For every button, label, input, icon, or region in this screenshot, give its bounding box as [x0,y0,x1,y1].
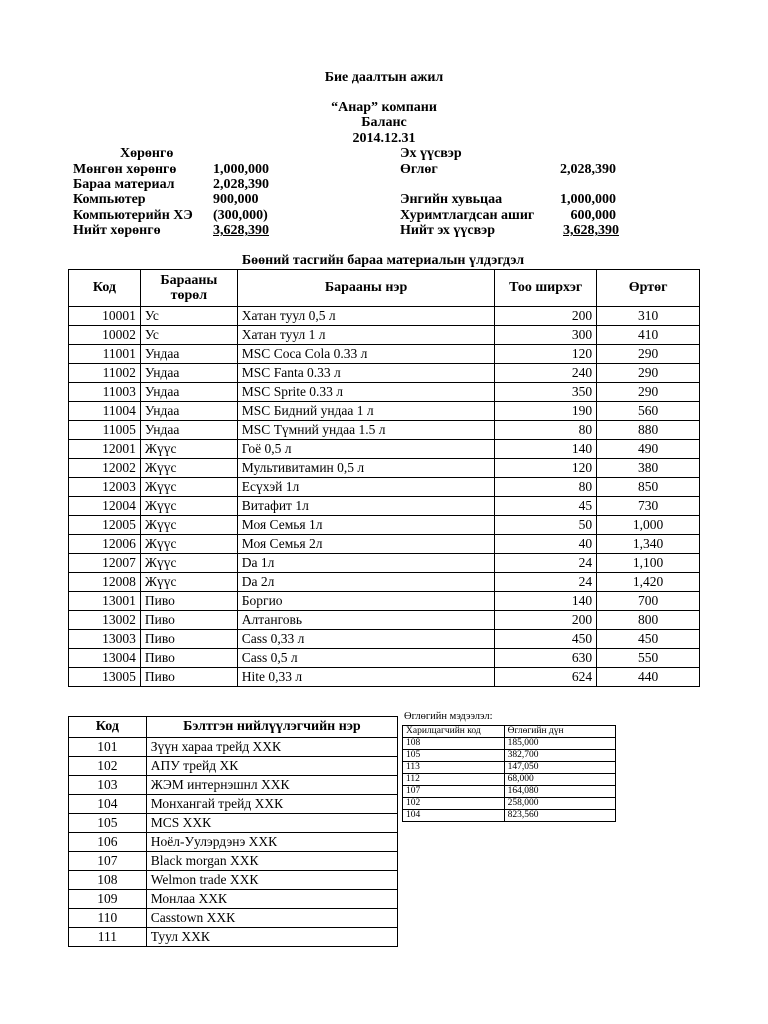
table-cell: 290 [597,364,700,383]
table-row [69,440,700,459]
table-cell: 410 [597,326,700,345]
column-header: Бэлтгэн нийлүүлэгчийн нэр [146,717,397,738]
table-cell: 380 [597,459,700,478]
table-cell: 12003 [69,478,141,497]
table-cell: АПУ трейд ХК [146,757,397,776]
table-cell: Hite 0,33 л [237,668,495,687]
receivables-body [403,738,616,822]
table-row [69,402,700,421]
table-cell: 823,560 [504,810,615,822]
table-cell: Мультивитамин 0,5 л [237,459,495,478]
table-cell: Есүхэй 1л [237,478,495,497]
asset-value: (300,000) [213,208,268,223]
table-cell: 185,000 [504,738,615,750]
table-row [403,786,616,798]
table-cell: 102 [69,757,147,776]
table-row [69,459,700,478]
table-row [69,326,700,345]
table-cell: 140 [495,592,597,611]
table-cell: Боргио [237,592,495,611]
asset-label: Компьютерийн ХЭ [73,208,193,223]
table-cell: 11001 [69,345,141,364]
table-row [69,833,398,852]
column-header: Барааны төрөл [140,270,237,307]
table-cell: 1,100 [597,554,700,573]
asset-value: 900,000 [213,192,259,207]
table-cell: 13005 [69,668,141,687]
table-cell: Da 2л [237,573,495,592]
table-cell: 13002 [69,611,141,630]
assets-total-value: 3,628,390 [213,223,269,238]
table-cell: 113 [403,762,505,774]
table-cell: ЖЭМ интернэшнл ХХК [146,776,397,795]
table-cell: Жүүс [140,554,237,573]
table-row [69,497,700,516]
table-cell: 11002 [69,364,141,383]
column-header: Код [69,270,141,307]
table-cell: 12008 [69,573,141,592]
table-cell: 104 [69,795,147,814]
table-cell: Монлаа ХХК [146,890,397,909]
liability-label: Өглөг [400,162,438,177]
table-cell: 45 [495,497,597,516]
table-cell: 104 [403,810,505,822]
table-cell: 13003 [69,630,141,649]
table-row [69,478,700,497]
table-cell: Пиво [140,592,237,611]
table-cell: 13001 [69,592,141,611]
table-row [69,592,700,611]
table-row [69,890,398,909]
table-cell: 310 [597,307,700,326]
receivables-caption: Өглөгийн мэдээлэл: [404,711,493,722]
table-cell: 108 [403,738,505,750]
table-cell: Витафит 1л [237,497,495,516]
asset-label: Бараа материал [73,177,175,192]
table-cell: 550 [597,649,700,668]
table-cell: 450 [597,630,700,649]
table-cell: Ус [140,307,237,326]
table-row [69,535,700,554]
table-cell: 200 [495,611,597,630]
table-cell: 140 [495,440,597,459]
table-row [69,649,700,668]
table-cell: 1,420 [597,573,700,592]
table-cell: MSC Sprite 0.33 л [237,383,495,402]
table-cell: Ус [140,326,237,345]
asset-label: Компьютер [73,192,146,207]
table-cell: Туул ХХК [146,928,397,947]
table-cell: 300 [495,326,597,345]
liabilities-total-label: Нийт эх үүсвэр [400,223,496,238]
table-cell: 700 [597,592,700,611]
table-cell: Жүүс [140,459,237,478]
table-cell: 112 [403,774,505,786]
statement-name: Баланс [361,115,407,130]
table-row [69,738,398,757]
table-cell: Монхангай трейд ХХК [146,795,397,814]
table-cell: 11005 [69,421,141,440]
table-cell: 50 [495,516,597,535]
assets-heading: Хөрөнгө [120,146,174,161]
column-header: Барааны нэр [237,270,495,307]
table-cell: 350 [495,383,597,402]
table-cell: Моя Семья 1л [237,516,495,535]
liability-value: 1,000,000 [560,192,616,207]
table-cell: 10001 [69,307,141,326]
table-row [69,383,700,402]
table-cell: MSC Fanta 0.33 л [237,364,495,383]
table-cell: Ундаа [140,421,237,440]
table-cell: 12002 [69,459,141,478]
table-cell: 11004 [69,402,141,421]
table-cell: Пиво [140,668,237,687]
table-row [69,554,700,573]
liabilities-heading: Эх үүсвэр [400,146,462,161]
table-cell: 40 [495,535,597,554]
table-row [69,421,700,440]
table-cell: 440 [597,668,700,687]
inventory-body [69,307,700,687]
table-cell: 200 [495,307,597,326]
column-header: Өртөг [597,270,700,307]
table-cell: 382,700 [504,750,615,762]
table-row [69,668,700,687]
table-cell: 101 [69,738,147,757]
table-row [69,814,398,833]
table-cell: 80 [495,478,597,497]
table-cell: Жүүс [140,535,237,554]
table-cell: 624 [495,668,597,687]
table-cell: MSC Coca Cola 0.33 л [237,345,495,364]
table-cell: Cass 0,5 л [237,649,495,668]
table-row [69,345,700,364]
table-row [403,738,616,750]
table-row [69,776,398,795]
table-cell: 110 [69,909,147,928]
table-cell: Жүүс [140,478,237,497]
table-cell: 120 [495,345,597,364]
table-cell: 102 [403,798,505,810]
table-cell: Алтанговь [237,611,495,630]
table-row [403,750,616,762]
table-cell: 630 [495,649,597,668]
asset-value: 1,000,000 [213,162,269,177]
table-cell: MSC Түмний ундаа 1.5 л [237,421,495,440]
company-name: “Анар” компани [331,100,437,115]
table-cell: 730 [597,497,700,516]
table-cell: Ундаа [140,364,237,383]
liability-label: Хуримтлагдсан ашиг [400,208,535,223]
table-row [69,611,700,630]
table-row [69,909,398,928]
table-cell: 164,080 [504,786,615,798]
table-cell: 12004 [69,497,141,516]
table-cell: 11003 [69,383,141,402]
table-cell: 850 [597,478,700,497]
supplier-table [68,716,398,947]
table-cell: Жүүс [140,497,237,516]
liability-value: 2,028,390 [560,162,616,177]
table-cell: Welmon trade ХХК [146,871,397,890]
table-cell: 12006 [69,535,141,554]
table-cell: 103 [69,776,147,795]
table-cell: Ундаа [140,402,237,421]
column-header: Өглөгийн дүн [504,726,615,738]
table-cell: 111 [69,928,147,947]
table-cell: 258,000 [504,798,615,810]
table-row [69,928,398,947]
table-cell: 240 [495,364,597,383]
table-cell: Хатан туул 1 л [237,326,495,345]
doc-title: Бие даалтын ажил [324,70,444,85]
asset-value: 2,028,390 [213,177,269,192]
inventory-caption: Бөөний тасгийн бараа материалын үлдэгдэл [241,253,525,268]
liabilities-total-value: 3,628,390 [563,223,619,238]
table-cell: 1,340 [597,535,700,554]
table-cell: 12005 [69,516,141,535]
liability-label: Энгийн хувьцаа [400,192,503,207]
table-cell: 10002 [69,326,141,345]
table-cell: 147,050 [504,762,615,774]
table-cell: Da 1л [237,554,495,573]
table-row [403,798,616,810]
column-header: Харилцагчийн код [403,726,505,738]
liability-value: 600,000 [570,208,616,223]
table-cell: 12001 [69,440,141,459]
table-cell: Пиво [140,630,237,649]
table-cell: 108 [69,871,147,890]
table-cell: 107 [69,852,147,871]
table-cell: Пиво [140,649,237,668]
assets-total-label: Нийт хөрөнгө [73,223,161,238]
table-cell: 105 [403,750,505,762]
table-cell: 13004 [69,649,141,668]
table-cell: Пиво [140,611,237,630]
table-cell: Жүүс [140,440,237,459]
table-cell: 80 [495,421,597,440]
table-cell: MCS ХХК [146,814,397,833]
table-cell: 109 [69,890,147,909]
inventory-table [68,269,700,687]
table-row [69,795,398,814]
table-cell: 1,000 [597,516,700,535]
table-cell: Гоё 0,5 л [237,440,495,459]
table-cell: 68,000 [504,774,615,786]
table-cell: 800 [597,611,700,630]
table-cell: Хатан туул 0,5 л [237,307,495,326]
table-cell: 24 [495,554,597,573]
table-cell: 190 [495,402,597,421]
table-row [69,573,700,592]
table-cell: Casstown ХХК [146,909,397,928]
table-cell: MSC Бидний ундаа 1 л [237,402,495,421]
table-cell: Black morgan ХХК [146,852,397,871]
supplier-body [69,738,398,947]
receivables-table [402,725,616,822]
table-row [69,871,398,890]
table-cell: Ундаа [140,383,237,402]
table-cell: 560 [597,402,700,421]
table-row [69,307,700,326]
table-row [69,852,398,871]
table-row [403,762,616,774]
table-cell: 490 [597,440,700,459]
table-cell: 106 [69,833,147,852]
table-cell: 290 [597,383,700,402]
table-cell: 450 [495,630,597,649]
table-row [69,516,700,535]
table-cell: 880 [597,421,700,440]
table-cell: 24 [495,573,597,592]
column-header: Тоо ширхэг [495,270,597,307]
table-row [69,757,398,776]
table-cell: 107 [403,786,505,798]
table-cell: Жүүс [140,516,237,535]
table-cell: Жүүс [140,573,237,592]
column-header: Код [69,717,147,738]
table-cell: Ундаа [140,345,237,364]
table-cell: 120 [495,459,597,478]
table-cell: Моя Семья 2л [237,535,495,554]
table-cell: 12007 [69,554,141,573]
table-cell: Cass 0,33 л [237,630,495,649]
table-cell: Ноёл-Уулэрдэнэ ХХК [146,833,397,852]
table-row [403,810,616,822]
statement-date: 2014.12.31 [352,131,416,146]
asset-label: Мөнгөн хөрөнгө [73,162,177,177]
table-row [69,630,700,649]
table-cell: Зүүн хараа трейд ХХК [146,738,397,757]
table-cell: 290 [597,345,700,364]
table-cell: 105 [69,814,147,833]
table-row [403,774,616,786]
table-row [69,364,700,383]
